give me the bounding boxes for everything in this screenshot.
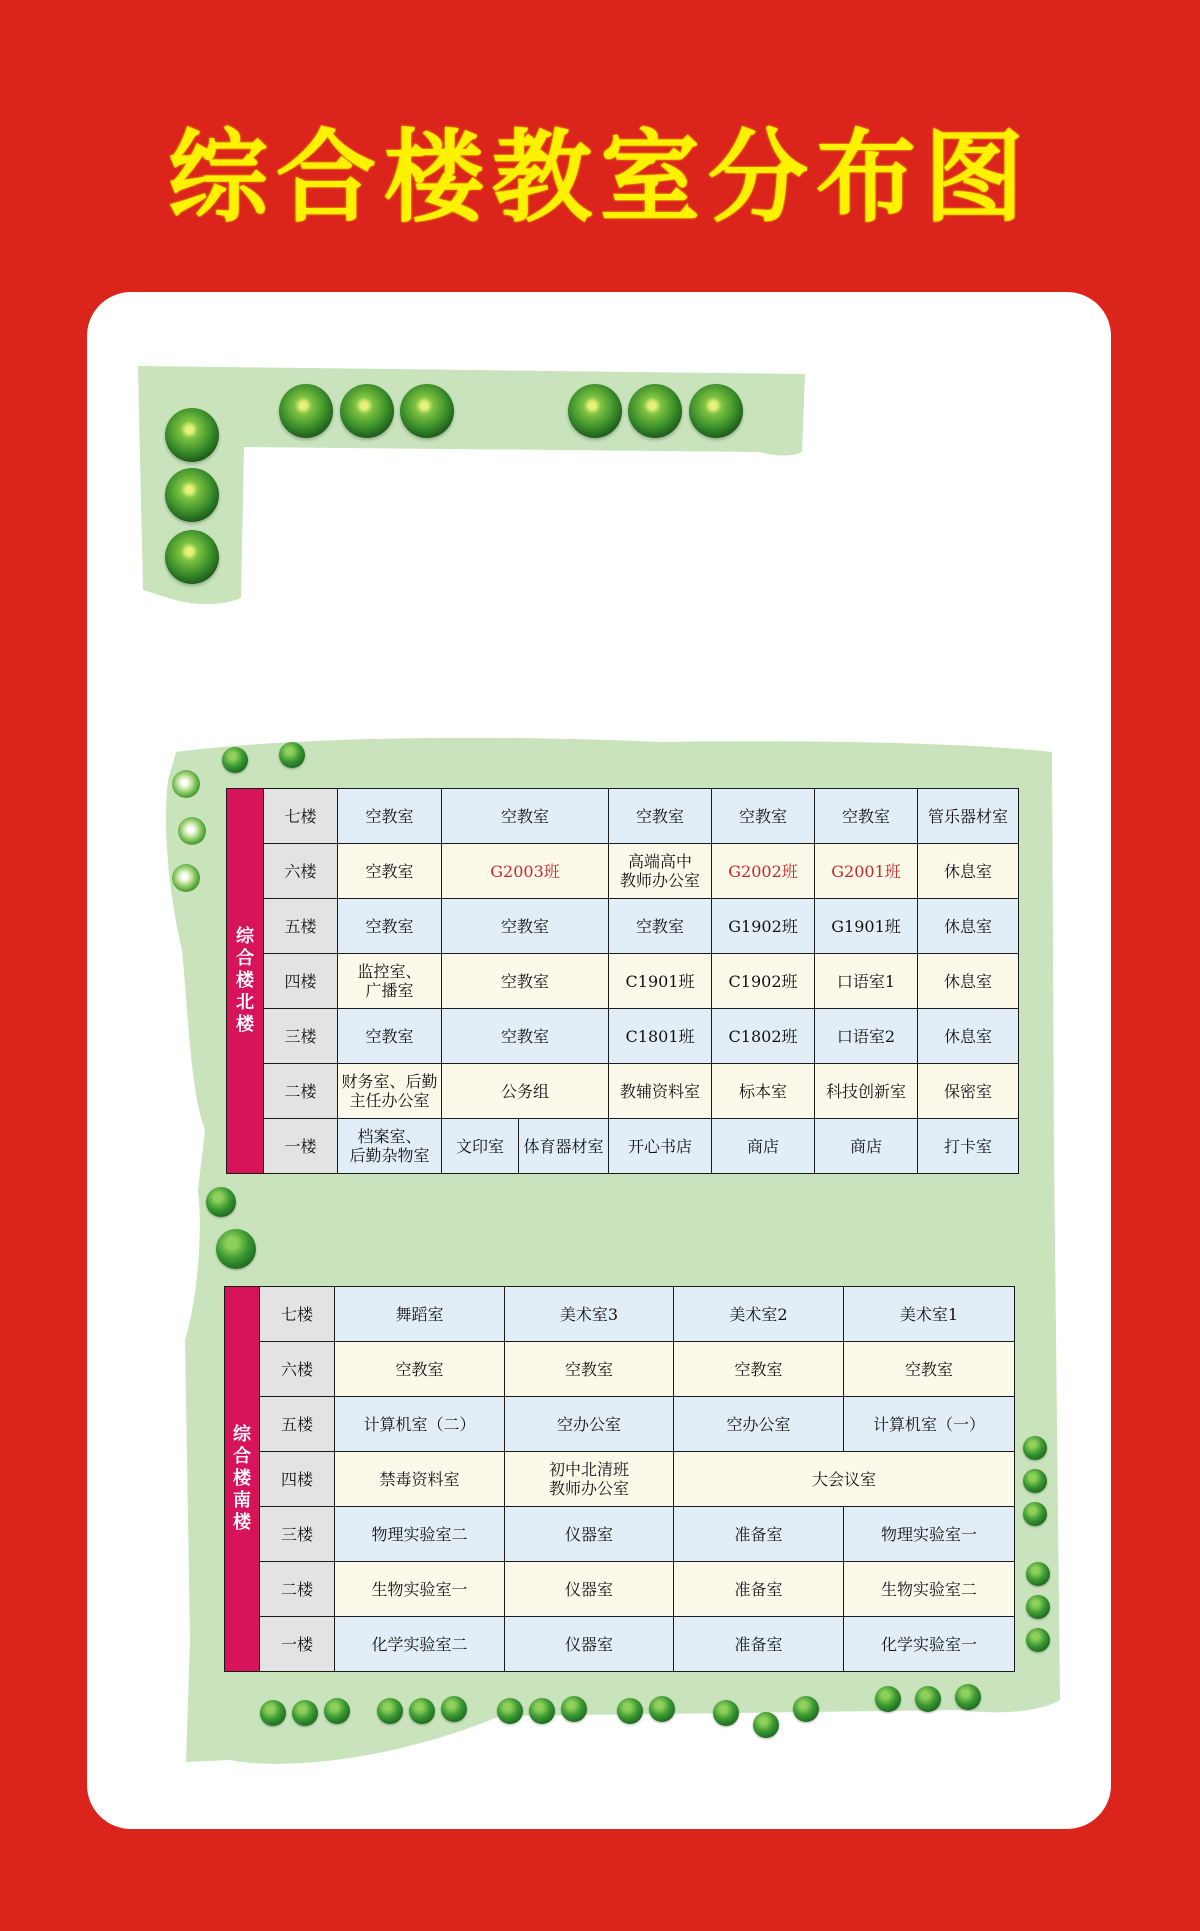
room-cell: 开心书店 — [609, 1119, 712, 1174]
north-building-plan — [226, 788, 1019, 1174]
tree-icon — [628, 384, 682, 438]
floor-label: 五楼 — [264, 899, 338, 954]
room-cell: 准备室 — [674, 1507, 844, 1562]
floor-row — [227, 1119, 1019, 1174]
room-cell: 生物实验室二 — [844, 1562, 1015, 1617]
floor-row — [225, 1342, 1015, 1397]
floor-label: 六楼 — [264, 844, 338, 899]
room-cell: C1902班 — [712, 954, 815, 1009]
tree-icon — [1026, 1628, 1050, 1652]
room-cell: 空教室 — [815, 789, 918, 844]
floor-row — [227, 844, 1019, 899]
floor-label: 一楼 — [264, 1119, 338, 1174]
tree-icon — [1023, 1502, 1047, 1526]
floor-row — [225, 1617, 1015, 1672]
floor-label: 七楼 — [260, 1287, 335, 1342]
room-cell: 计算机室（一） — [844, 1397, 1015, 1452]
room-cell: 管乐器材室 — [918, 789, 1019, 844]
room-cell: 空教室 — [609, 899, 712, 954]
tree-icon — [206, 1187, 236, 1217]
floor-label: 七楼 — [264, 789, 338, 844]
room-cell: 休息室 — [918, 954, 1019, 1009]
floor-label: 五楼 — [260, 1397, 335, 1452]
room-cell: 空教室 — [338, 789, 442, 844]
floor-row — [227, 899, 1019, 954]
tree-icon — [955, 1684, 981, 1710]
tree-icon — [260, 1700, 286, 1726]
room-cell: 准备室 — [674, 1562, 844, 1617]
room-cell: G1901班 — [815, 899, 918, 954]
tree-icon — [561, 1696, 587, 1722]
tree-icon — [568, 384, 622, 438]
floor-label: 三楼 — [260, 1507, 335, 1562]
tree-icon — [1026, 1562, 1050, 1586]
tree-icon — [324, 1698, 350, 1724]
room-cell: 空教室 — [609, 789, 712, 844]
room-cell: 休息室 — [918, 844, 1019, 899]
room-cell: 空办公室 — [505, 1397, 674, 1452]
floor-row — [225, 1507, 1015, 1562]
room-cell: 保密室 — [918, 1064, 1019, 1119]
room-cell: 高端高中 教师办公室 — [609, 844, 712, 899]
room-cell: 物理实验室一 — [844, 1507, 1015, 1562]
tree-icon — [172, 770, 200, 798]
tree-icon — [165, 530, 219, 584]
room-cell: 物理实验室二 — [335, 1507, 505, 1562]
floor-label: 六楼 — [260, 1342, 335, 1397]
room-cell: G2001班 — [815, 844, 918, 899]
tree-icon — [915, 1686, 941, 1712]
tree-icon — [689, 384, 743, 438]
tree-icon — [400, 384, 454, 438]
room-cell: 化学实验室二 — [335, 1617, 505, 1672]
room-cell: 教辅资料室 — [609, 1064, 712, 1119]
room-cell: 大会议室 — [674, 1452, 1015, 1507]
tree-icon — [875, 1686, 901, 1712]
room-cell: 计算机室（二） — [335, 1397, 505, 1452]
room-cell: G2003班 — [442, 844, 609, 899]
tree-icon — [753, 1712, 779, 1738]
room-cell: 财务室、后勤 主任办公室 — [338, 1064, 442, 1119]
room-cell: G2002班 — [712, 844, 815, 899]
floor-label: 二楼 — [260, 1562, 335, 1617]
room-cell: 生物实验室一 — [335, 1562, 505, 1617]
tree-icon — [165, 468, 219, 522]
room-cell: 商店 — [712, 1119, 815, 1174]
room-cell: 舞蹈室 — [335, 1287, 505, 1342]
floor-row — [225, 1397, 1015, 1452]
room-cell: 体育器材室 — [519, 1119, 609, 1174]
room-cell: C1901班 — [609, 954, 712, 1009]
tree-icon — [713, 1700, 739, 1726]
room-cell: 仪器室 — [505, 1507, 674, 1562]
tree-icon — [529, 1698, 555, 1724]
room-cell: 禁毒资料室 — [335, 1452, 505, 1507]
room-cell: 文印室 — [442, 1119, 519, 1174]
room-cell: G1902班 — [712, 899, 815, 954]
building-label — [225, 1287, 260, 1672]
room-cell: 空教室 — [442, 789, 609, 844]
room-cell: C1802班 — [712, 1009, 815, 1064]
tree-icon — [216, 1229, 256, 1269]
floor-label: 三楼 — [264, 1009, 338, 1064]
room-cell: 休息室 — [918, 899, 1019, 954]
tree-icon — [1023, 1469, 1047, 1493]
room-cell: 空教室 — [442, 954, 609, 1009]
tree-icon — [409, 1698, 435, 1724]
room-cell: 口语室1 — [815, 954, 918, 1009]
room-cell: 初中北清班 教师办公室 — [505, 1452, 674, 1507]
room-cell: 空教室 — [844, 1342, 1015, 1397]
room-cell: 仪器室 — [505, 1562, 674, 1617]
tree-icon — [441, 1696, 467, 1722]
tree-icon — [377, 1698, 403, 1724]
tree-icon — [340, 384, 394, 438]
floor-row — [225, 1452, 1015, 1507]
room-cell: 打卡室 — [918, 1119, 1019, 1174]
floor-row — [227, 1064, 1019, 1119]
building-label-text: 综合楼北楼 — [236, 926, 254, 1035]
room-cell: 空办公室 — [674, 1397, 844, 1452]
room-cell: 空教室 — [338, 844, 442, 899]
tree-icon — [279, 742, 305, 768]
floor-label: 二楼 — [264, 1064, 338, 1119]
room-cell: 空教室 — [674, 1342, 844, 1397]
room-cell: 美术室2 — [674, 1287, 844, 1342]
building-label-text: 综合楼南楼 — [233, 1424, 251, 1533]
room-cell: 商店 — [815, 1119, 918, 1174]
floor-row — [225, 1562, 1015, 1617]
room-cell: 科技创新室 — [815, 1064, 918, 1119]
tree-icon — [497, 1698, 523, 1724]
tree-icon — [172, 864, 200, 892]
tree-icon — [617, 1698, 643, 1724]
tree-icon — [1023, 1436, 1047, 1460]
room-cell: 空教室 — [505, 1342, 674, 1397]
floor-label: 一楼 — [260, 1617, 335, 1672]
tree-icon — [279, 384, 333, 438]
room-cell: 空教室 — [442, 1009, 609, 1064]
tree-icon — [222, 747, 248, 773]
south-building-plan — [224, 1286, 1015, 1672]
room-cell: 标本室 — [712, 1064, 815, 1119]
floor-label: 四楼 — [260, 1452, 335, 1507]
room-cell: 美术室1 — [844, 1287, 1015, 1342]
tree-icon — [292, 1700, 318, 1726]
tree-icon — [1026, 1595, 1050, 1619]
floor-row — [225, 1287, 1015, 1342]
floor-row — [227, 789, 1019, 844]
floor-row — [227, 1009, 1019, 1064]
floor-label: 四楼 — [264, 954, 338, 1009]
room-cell: 监控室、 广播室 — [338, 954, 442, 1009]
room-cell: 空教室 — [338, 1009, 442, 1064]
room-cell: 美术室3 — [505, 1287, 674, 1342]
tree-icon — [178, 817, 206, 845]
room-cell: 空教室 — [335, 1342, 505, 1397]
room-cell: 空教室 — [338, 899, 442, 954]
building-label — [227, 789, 264, 1174]
room-cell: 休息室 — [918, 1009, 1019, 1064]
room-cell: 空教室 — [442, 899, 609, 954]
room-cell: 口语室2 — [815, 1009, 918, 1064]
room-cell: 空教室 — [712, 789, 815, 844]
room-cell: 公务组 — [442, 1064, 609, 1119]
room-cell: C1801班 — [609, 1009, 712, 1064]
floor-row — [227, 954, 1019, 1009]
tree-icon — [793, 1696, 819, 1722]
page-title: 综合楼教室分布图 — [168, 119, 1032, 236]
room-cell: 仪器室 — [505, 1617, 674, 1672]
tree-icon — [649, 1696, 675, 1722]
room-cell: 准备室 — [674, 1617, 844, 1672]
tree-icon — [165, 408, 219, 462]
room-cell: 化学实验室一 — [844, 1617, 1015, 1672]
room-cell: 档案室、 后勤杂物室 — [338, 1119, 442, 1174]
